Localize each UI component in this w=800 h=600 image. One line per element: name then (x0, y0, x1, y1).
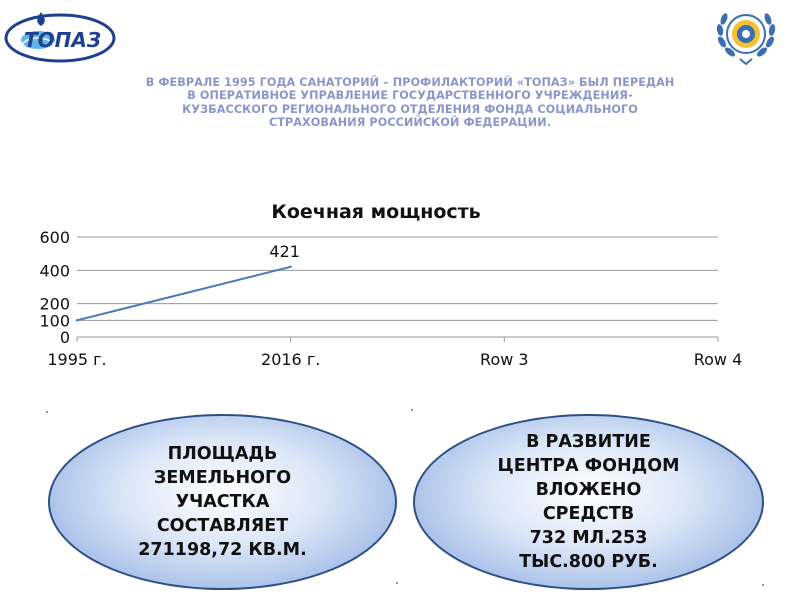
bed-capacity-chart (0, 190, 800, 380)
marker-dot (411, 409, 413, 411)
y-tick-label: 600 (39, 228, 70, 247)
data-point (289, 266, 291, 268)
y-tick-label: 0 (59, 328, 70, 347)
logo-text: ТОПАЗ (24, 28, 102, 52)
marker-dot (46, 411, 48, 413)
investment-text: В РАЗВИТИЕ ЦЕНТРА ФОНДОМ ВЛОЖЕНО СРЕДСТВ 732 МЛ.253 ТЫС.800 РУБ. (497, 432, 680, 572)
investment-ellipse (413, 414, 764, 590)
chart-title: Коечная мощность (271, 201, 481, 223)
x-tick-label: Row 3 (480, 350, 529, 369)
x-tick-label: Row 4 (693, 350, 743, 369)
heading-line: В ФЕВРАЛЕ 1995 ГОДА САНАТОРИЙ – ПРОФИЛАКТОРИЙ «ТОПАЗ» БЫЛ ПЕРЕДАН (145, 76, 675, 89)
x-tick-label: 1995 г. (47, 350, 107, 369)
marker-dot (396, 582, 398, 584)
data-point (76, 319, 78, 321)
fss-emblem-logo (714, 4, 778, 66)
topaz-logo (4, 6, 116, 64)
land-area-text: ПЛОЩАДЬ ЗЕМЕЛЬНОГО УЧАСТКА СОСТАВЛЯЕТ 271198,72 КВ.М. (138, 444, 307, 560)
y-tick-label: 200 (39, 294, 70, 314)
heading-line: СТРАХОВАНИЯ РОССИЙСКОЙ ФЕДЕРАЦИИ. (268, 116, 552, 130)
x-tick-label: 2016 г. (261, 350, 321, 369)
marker-dot (762, 584, 764, 586)
heading-text (100, 76, 720, 130)
data-label: 421 (269, 241, 300, 261)
heading-line: КУЗБАССКОГО РЕГИОНАЛЬНОГО ОТДЕЛЕНИЯ ФОНДА СОЦИАЛЬНОГО (182, 102, 638, 116)
y-tick-label: 400 (39, 261, 70, 281)
heading-line: В ОПЕРАТИВНОЕ УПРАВЛЕНИЕ ГОСУДАРСТВЕННОГО УЧРЕЖДЕНИЯ- (187, 89, 633, 103)
series-line (77, 267, 291, 320)
y-tick-label: 100 (39, 311, 70, 331)
land-area-ellipse (48, 414, 397, 590)
